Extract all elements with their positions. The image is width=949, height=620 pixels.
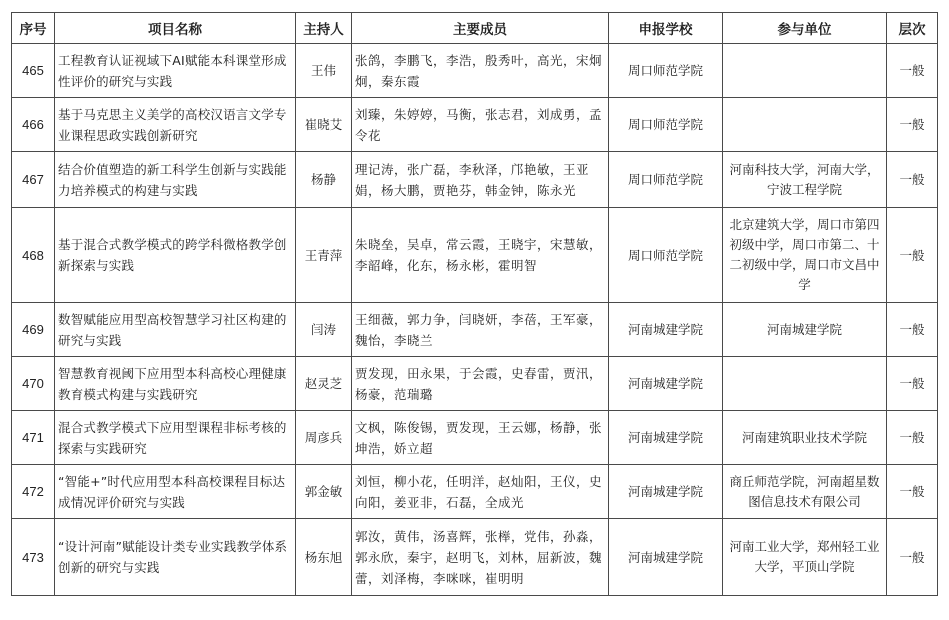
row-host: 周彦兵 [296, 411, 352, 465]
row-partners: 北京建筑大学，周口市第四初级中学，周口市第二、十二初级中学，周口市文昌中学 [723, 208, 887, 303]
row-partners [723, 357, 887, 411]
header-host: 主持人 [296, 13, 352, 44]
table-row [12, 357, 938, 411]
row-school: 周口师范学院 [609, 98, 723, 152]
row-project-name: 基于马克思主义美学的高校汉语言文学专业课程思政实践创新研究 [55, 98, 296, 152]
row-no: 473 [12, 519, 55, 596]
row-host: 郭金敏 [296, 465, 352, 519]
row-level: 一般 [887, 465, 938, 519]
row-no: 466 [12, 98, 55, 152]
row-partners: 河南建筑职业技术学院 [723, 411, 887, 465]
row-level: 一般 [887, 208, 938, 303]
row-partners: 商丘师范学院，河南超星数图信息技术有限公司 [723, 465, 887, 519]
row-host: 崔晓艾 [296, 98, 352, 152]
row-project-name: 数智赋能应用型高校智慧学习社区构建的研究与实践 [55, 303, 296, 357]
row-level: 一般 [887, 411, 938, 465]
row-host: 杨静 [296, 152, 352, 208]
row-level: 一般 [887, 152, 938, 208]
table-row [12, 44, 938, 98]
header-name: 项目名称 [55, 13, 296, 44]
header-no: 序号 [12, 13, 55, 44]
row-partners: 河南工业大学，郑州轻工业大学，平顶山学院 [723, 519, 887, 596]
row-project-name: “智能+”时代应用型本科高校课程目标达成情况评价研究与实践 [55, 465, 296, 519]
row-school: 河南城建学院 [609, 465, 723, 519]
row-level: 一般 [887, 357, 938, 411]
row-project-name: 结合价值塑造的新工科学生创新与实践能力培养模式的构建与实践 [55, 152, 296, 208]
row-school: 河南城建学院 [609, 519, 723, 596]
header-row [12, 13, 938, 44]
row-no: 468 [12, 208, 55, 303]
row-members: 贾发现，田永果，于会霞，史春雷，贾汛，杨豪，范瑞璐 [352, 357, 609, 411]
row-no: 472 [12, 465, 55, 519]
row-members: 理记涛，张广磊，李秋泽，邝艳敏，王亚娟，杨大鹏，贾艳芬，韩金钟，陈永光 [352, 152, 609, 208]
row-members: 刘恒，柳小花，任明洋，赵灿阳，王仪，史向阳，姜亚非，石磊，全成光 [352, 465, 609, 519]
row-level: 一般 [887, 98, 938, 152]
row-level: 一般 [887, 303, 938, 357]
row-project-name: 工程教育认证视域下AI赋能本科课堂形成性评价的研究与实践 [55, 44, 296, 98]
row-no: 465 [12, 44, 55, 98]
row-no: 470 [12, 357, 55, 411]
header-partners: 参与单位 [723, 13, 887, 44]
row-school: 周口师范学院 [609, 208, 723, 303]
row-partners [723, 98, 887, 152]
header-school: 申报学校 [609, 13, 723, 44]
row-level: 一般 [887, 519, 938, 596]
header-members: 主要成员 [352, 13, 609, 44]
row-host: 王青萍 [296, 208, 352, 303]
table-row [12, 465, 938, 519]
row-project-name: 基于混合式教学模式的跨学科微格教学创新探索与实践 [55, 208, 296, 303]
row-partners: 河南城建学院 [723, 303, 887, 357]
row-level: 一般 [887, 44, 938, 98]
row-school: 河南城建学院 [609, 303, 723, 357]
row-members: 朱晓垒，吴卓，常云霞，王晓宇，宋慧敏，李韶峰，化东，杨永彬，霍明智 [352, 208, 609, 303]
row-members: 郭汝，黄伟，汤喜辉，张榉，党伟，孙淼，郭永欣，秦宇，赵明飞，刘林，屈新波，魏蕾，刘泽梅，李咪咪，崔明明 [352, 519, 609, 596]
row-no: 467 [12, 152, 55, 208]
row-members: 王细薇，郭力争，闫晓妍，李蓓，王军豪，魏怡，李晓兰 [352, 303, 609, 357]
table-row [12, 303, 938, 357]
row-host: 王伟 [296, 44, 352, 98]
row-school: 周口师范学院 [609, 44, 723, 98]
row-no: 469 [12, 303, 55, 357]
table-row [12, 208, 938, 303]
row-partners [723, 44, 887, 98]
table-row [12, 411, 938, 465]
row-partners: 河南科技大学，河南大学，宁波工程学院 [723, 152, 887, 208]
row-project-name: “设计河南”赋能设计类专业实践教学体系创新的研究与实践 [55, 519, 296, 596]
row-host: 闫涛 [296, 303, 352, 357]
project-table [11, 12, 938, 596]
table-row [12, 98, 938, 152]
row-host: 杨东旭 [296, 519, 352, 596]
row-no: 471 [12, 411, 55, 465]
table-row [12, 152, 938, 208]
table-row [12, 519, 938, 596]
row-project-name: 智慧教育视阈下应用型本科高校心理健康教育模式构建与实践研究 [55, 357, 296, 411]
row-school: 周口师范学院 [609, 152, 723, 208]
row-members: 文枫，陈俊锡，贾发现，王云娜，杨静，张坤浩，娇立超 [352, 411, 609, 465]
row-school: 河南城建学院 [609, 357, 723, 411]
row-school: 河南城建学院 [609, 411, 723, 465]
row-host: 赵灵芝 [296, 357, 352, 411]
row-members: 张鸽，李鹏飞，李浩，殷秀叶，高光，宋炯炯，秦东霞 [352, 44, 609, 98]
row-members: 刘臻，朱婷婷，马衡，张志君，刘成勇，孟令花 [352, 98, 609, 152]
row-project-name: 混合式教学模式下应用型课程非标考核的探索与实践研究 [55, 411, 296, 465]
header-level: 层次 [887, 13, 938, 44]
